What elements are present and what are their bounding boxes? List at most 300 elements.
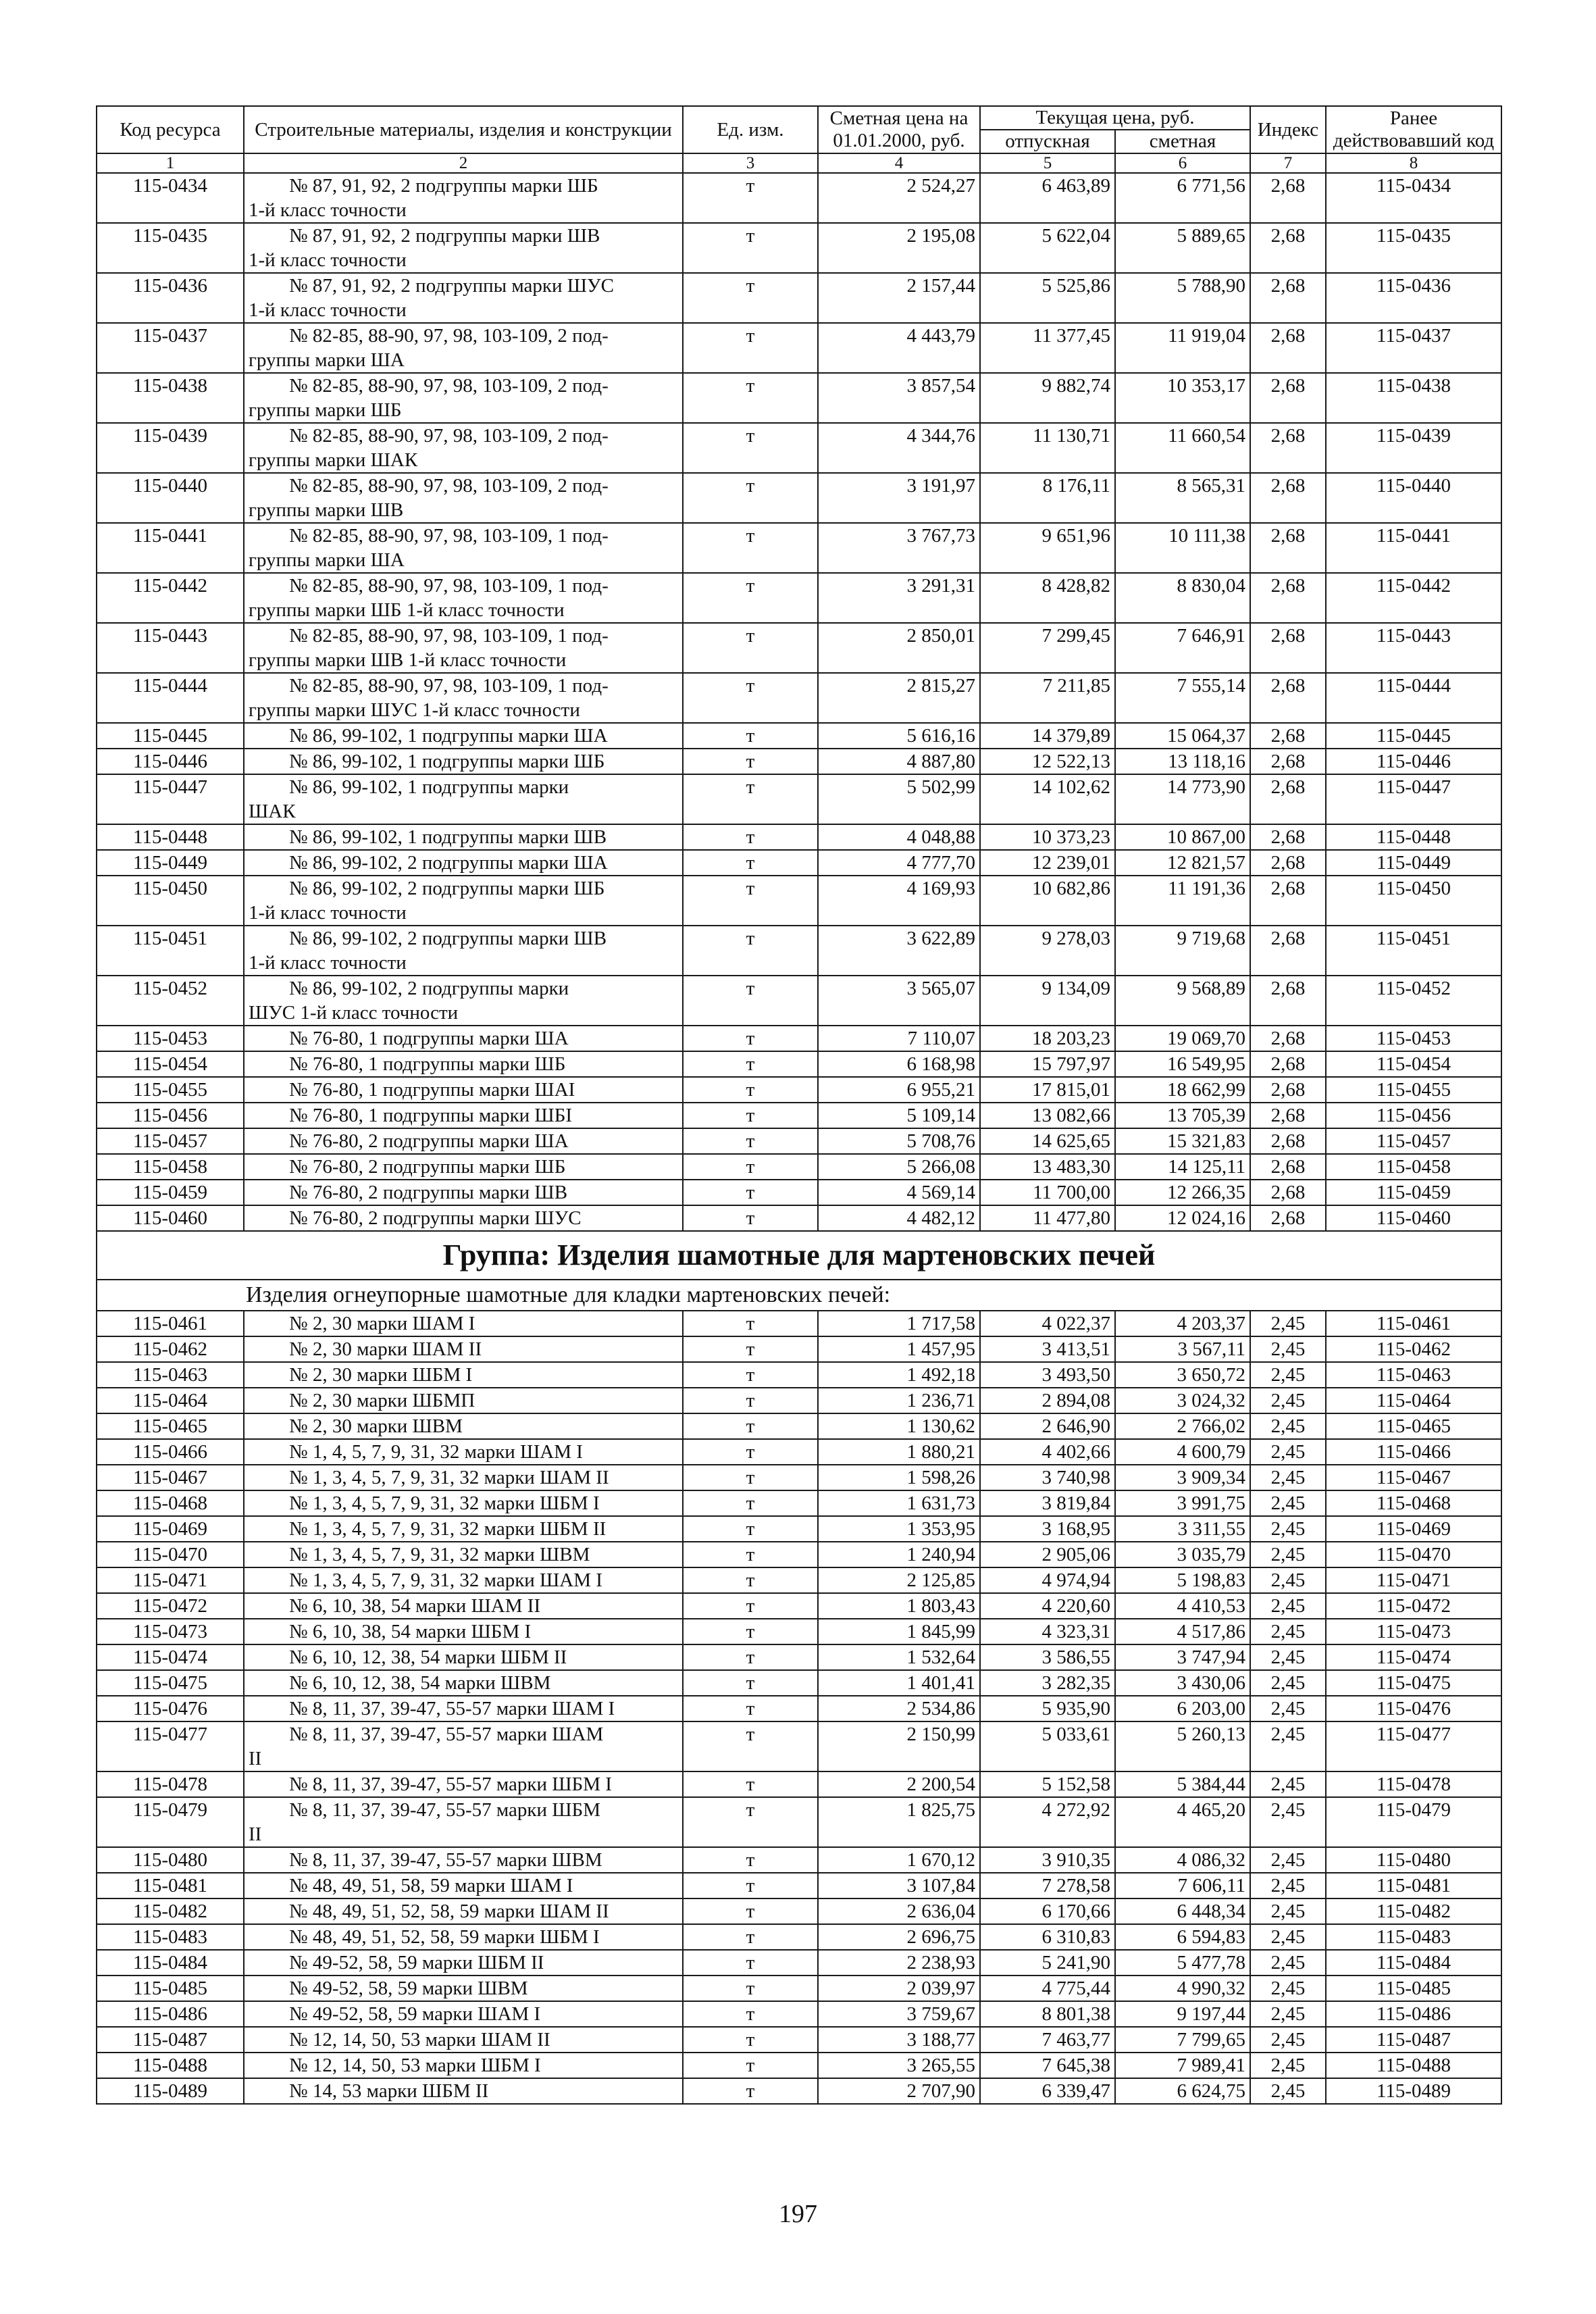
previous-code: 115-0445 [1326,723,1501,749]
unit: т [683,673,818,723]
wholesale-price: 8 801,38 [980,2001,1115,2027]
previous-code: 115-0476 [1326,1696,1501,1721]
material-name-line1: № 82-85, 88-90, 97, 98, 103-109, 2 под- [289,475,609,497]
material-name [244,1051,683,1077]
unit: т [683,323,818,373]
price-index: 2,45 [1250,1873,1326,1898]
previous-code: 115-0449 [1326,850,1501,876]
material-name [244,1797,683,1847]
resource-code: 115-0445 [97,723,244,749]
unit: т [683,1670,818,1696]
wholesale-price: 10 682,86 [980,876,1115,926]
unit: т [683,1490,818,1516]
wholesale-price: 5 241,90 [980,1950,1115,1976]
table-row [97,1205,1501,1231]
material-name [244,774,683,824]
unit: т [683,1924,818,1950]
material-name-line1: № 2, 30 марки ШВМ [289,1415,463,1437]
estimate-price: 8 830,04 [1115,573,1250,623]
previous-code: 115-0450 [1326,876,1501,926]
material-name-line1: № 82-85, 88-90, 97, 98, 103-109, 2 под- [289,425,609,447]
resource-code: 115-0470 [97,1542,244,1567]
resource-code: 115-0453 [97,1026,244,1051]
wholesale-price: 14 102,62 [980,774,1115,824]
wholesale-price: 3 910,35 [980,1847,1115,1873]
material-name [244,1898,683,1924]
wholesale-price: 10 373,23 [980,824,1115,850]
table-row [97,876,1501,926]
material-name [244,1644,683,1670]
material-name-line1: № 86, 99-102, 1 подгруппы марки ШВ [289,826,607,848]
material-name-line1: № 8, 11, 37, 39-47, 55-57 марки ШАМ [289,1724,604,1745]
material-name-line2: группы марки ШБ [249,399,402,421]
wholesale-price: 3 586,55 [980,1644,1115,1670]
unit: т [683,723,818,749]
price-index: 2,68 [1250,1154,1326,1180]
wholesale-price: 6 339,47 [980,2078,1115,2104]
estimate-price: 4 410,53 [1115,1593,1250,1619]
table-row [97,1362,1501,1388]
resource-code: 115-0468 [97,1490,244,1516]
price-index: 2,45 [1250,1311,1326,1336]
table-row [97,1103,1501,1128]
material-name-line2: 1-й класс точности [249,299,407,321]
base-price: 3 565,07 [818,976,980,1026]
previous-code: 115-0438 [1326,373,1501,423]
header-estimate: сметная [1115,130,1250,153]
resource-code: 115-0450 [97,876,244,926]
wholesale-price: 2 894,08 [980,1388,1115,1413]
wholesale-price: 7 299,45 [980,623,1115,673]
estimate-price: 3 024,32 [1115,1388,1250,1413]
header-code: Код ресурса [97,106,244,153]
wholesale-price: 8 176,11 [980,473,1115,523]
material-name-line2: 1-й класс точности [249,249,407,271]
previous-code: 115-0481 [1326,1873,1501,1898]
unit: т [683,2078,818,2104]
base-price: 3 622,89 [818,926,980,976]
table-row [97,850,1501,876]
previous-code: 115-0479 [1326,1797,1501,1847]
resource-code: 115-0466 [97,1439,244,1465]
wholesale-price: 4 272,92 [980,1797,1115,1847]
resource-code: 115-0463 [97,1362,244,1388]
previous-code: 115-0443 [1326,623,1501,673]
material-name [244,2001,683,2027]
table-body-section-a [97,173,1501,1231]
material-name-line1: № 1, 4, 5, 7, 9, 31, 32 марки ШАМ I [289,1441,583,1463]
material-name-line1: № 86, 99-102, 2 подгруппы марки ША [289,852,608,874]
price-index: 2,68 [1250,223,1326,273]
estimate-price: 9 568,89 [1115,976,1250,1026]
material-name [244,876,683,926]
unit: т [683,1696,818,1721]
material-name [244,1336,683,1362]
resource-code: 115-0482 [97,1898,244,1924]
price-index: 2,68 [1250,723,1326,749]
material-name-line2: 1-й класс точности [249,902,407,924]
previous-code: 115-0434 [1326,173,1501,223]
wholesale-price: 17 815,01 [980,1077,1115,1103]
material-name [244,926,683,976]
resource-code: 115-0476 [97,1696,244,1721]
base-price: 4 169,93 [818,876,980,926]
table-row [97,2027,1501,2053]
previous-code: 115-0488 [1326,2053,1501,2078]
material-name-line1: № 8, 11, 37, 39-47, 55-57 марки ШВМ [289,1849,602,1871]
estimate-price: 2 766,02 [1115,1413,1250,1439]
estimate-price: 4 600,79 [1115,1439,1250,1465]
column-number: 6 [1115,153,1250,173]
resource-code: 115-0440 [97,473,244,523]
base-price: 1 457,95 [818,1336,980,1362]
resource-code: 115-0483 [97,1924,244,1950]
base-price: 1 803,43 [818,1593,980,1619]
wholesale-price: 6 310,83 [980,1924,1115,1950]
table-row [97,749,1501,774]
wholesale-price: 9 134,09 [980,976,1115,1026]
base-price: 1 825,75 [818,1797,980,1847]
material-name-line1: № 86, 99-102, 2 подгруппы марки ШБ [289,878,605,899]
resource-code: 115-0439 [97,423,244,473]
unit: т [683,423,818,473]
material-name-line1: № 6, 10, 12, 38, 54 марки ШБМ II [289,1646,567,1668]
estimate-price: 5 889,65 [1115,223,1250,273]
unit: т [683,2001,818,2027]
material-name-line1: № 82-85, 88-90, 97, 98, 103-109, 2 под- [289,325,609,347]
previous-code: 115-0473 [1326,1619,1501,1644]
base-price: 4 443,79 [818,323,980,373]
unit: т [683,1465,818,1490]
material-name-line2: II [249,1748,262,1769]
base-price: 3 107,84 [818,1873,980,1898]
table-row [97,1413,1501,1439]
base-price: 2 850,01 [818,623,980,673]
material-name-line1: № 2, 30 марки ШБМ I [289,1364,473,1386]
price-index: 2,45 [1250,1797,1326,1847]
estimate-price: 10 353,17 [1115,373,1250,423]
previous-code: 115-0483 [1326,1924,1501,1950]
material-name [244,1465,683,1490]
previous-code: 115-0460 [1326,1205,1501,1231]
unit: т [683,1026,818,1051]
wholesale-price: 14 625,65 [980,1128,1115,1154]
material-name [244,2027,683,2053]
previous-code: 115-0480 [1326,1847,1501,1873]
material-name-line2: II [249,1823,262,1845]
base-price: 2 524,27 [818,173,980,223]
base-price: 4 887,80 [818,749,980,774]
price-index: 2,68 [1250,926,1326,976]
price-index: 2,45 [1250,2053,1326,2078]
resource-code: 115-0438 [97,373,244,423]
resource-code: 115-0442 [97,573,244,623]
price-index: 2,68 [1250,1051,1326,1077]
unit: т [683,774,818,824]
price-index: 2,45 [1250,1567,1326,1593]
previous-code: 115-0469 [1326,1516,1501,1542]
price-index: 2,45 [1250,1336,1326,1362]
table-row [97,1154,1501,1180]
estimate-price: 3 430,06 [1115,1670,1250,1696]
resource-code: 115-0460 [97,1205,244,1231]
table-header [97,106,1501,173]
table-row [97,976,1501,1026]
resource-code: 115-0464 [97,1388,244,1413]
previous-code: 115-0442 [1326,573,1501,623]
material-name-line2: ШУС 1-й класс точности [249,1002,459,1024]
price-index: 2,68 [1250,623,1326,673]
estimate-price: 4 203,37 [1115,1311,1250,1336]
resource-code: 115-0474 [97,1644,244,1670]
unit: т [683,373,818,423]
material-name-line1: № 86, 99-102, 1 подгруппы марки ШБ [289,751,605,772]
table-row [97,2001,1501,2027]
material-name-line1: № 8, 11, 37, 39-47, 55-57 марки ШБМ I [289,1774,612,1795]
base-price: 3 759,67 [818,2001,980,2027]
material-name-line1: № 2, 30 марки ШАМ I [289,1313,475,1334]
group-title: Группа: Изделия шамотные для мартеновских печей [97,1231,1501,1280]
material-name [244,1516,683,1542]
base-price: 2 815,27 [818,673,980,723]
wholesale-price: 12 239,01 [980,850,1115,876]
previous-code: 115-0486 [1326,2001,1501,2027]
material-name [244,473,683,523]
material-name [244,2053,683,2078]
base-price: 1 598,26 [818,1465,980,1490]
material-name-line1: № 76-80, 2 подгруппы марки ШУС [289,1207,582,1229]
table-row [97,423,1501,473]
material-name-line2: 1-й класс точности [249,952,407,974]
resource-code: 115-0481 [97,1873,244,1898]
price-index: 2,45 [1250,1619,1326,1644]
resource-code: 115-0479 [97,1797,244,1847]
table-row [97,323,1501,373]
table-row [97,1180,1501,1205]
page-number: 197 [779,2200,817,2228]
price-index: 2,68 [1250,749,1326,774]
wholesale-price: 3 282,35 [980,1670,1115,1696]
material-name-line1: № 48, 49, 51, 58, 59 марки ШАМ I [289,1875,573,1896]
unit: т [683,1516,818,1542]
resource-code: 115-0449 [97,850,244,876]
base-price: 3 265,55 [818,2053,980,2078]
wholesale-price: 9 278,03 [980,926,1115,976]
wholesale-price: 7 645,38 [980,2053,1115,2078]
wholesale-price: 11 700,00 [980,1180,1115,1205]
material-name [244,723,683,749]
material-name [244,1154,683,1180]
estimate-price: 11 660,54 [1115,423,1250,473]
base-price: 1 670,12 [818,1847,980,1873]
estimate-price: 6 771,56 [1115,173,1250,223]
unit: т [683,573,818,623]
previous-code: 115-0465 [1326,1413,1501,1439]
resource-code: 115-0451 [97,926,244,976]
estimate-price: 19 069,70 [1115,1026,1250,1051]
price-index: 2,45 [1250,1696,1326,1721]
wholesale-price: 5 935,90 [980,1696,1115,1721]
unit: т [683,623,818,673]
previous-code: 115-0455 [1326,1077,1501,1103]
material-name-line1: № 2, 30 марки ШБМП [289,1390,475,1411]
estimate-price: 11 919,04 [1115,323,1250,373]
estimate-price: 5 198,83 [1115,1567,1250,1593]
price-index: 2,68 [1250,473,1326,523]
wholesale-price: 13 483,30 [980,1154,1115,1180]
material-name-line1: № 76-80, 2 подгруппы марки ША [289,1130,569,1152]
wholesale-price: 4 402,66 [980,1439,1115,1465]
unit: т [683,1180,818,1205]
wholesale-price: 4 974,94 [980,1567,1115,1593]
wholesale-price: 4 220,60 [980,1593,1115,1619]
table-row [97,1026,1501,1051]
price-index: 2,68 [1250,523,1326,573]
previous-code: 115-0464 [1326,1388,1501,1413]
price-index: 2,45 [1250,2078,1326,2104]
table-row [97,1490,1501,1516]
material-name-line1: № 12, 14, 50, 53 марки ШБМ I [289,2055,541,2076]
price-index: 2,45 [1250,1439,1326,1465]
previous-code: 115-0462 [1326,1336,1501,1362]
material-name [244,673,683,723]
unit: т [683,223,818,273]
material-name-line1: № 76-80, 1 подгруппы марки ШБI [289,1105,572,1126]
material-name-line1: № 14, 53 марки ШБМ II [289,2080,489,2102]
estimate-price: 12 024,16 [1115,1205,1250,1231]
material-name-line1: № 87, 91, 92, 2 подгруппы марки ШУС [289,275,614,297]
resource-code: 115-0444 [97,673,244,723]
base-price: 1 236,71 [818,1388,980,1413]
material-name-line1: № 6, 10, 12, 38, 54 марки ШВМ [289,1672,551,1694]
material-name [244,976,683,1026]
unit: т [683,1873,818,1898]
column-number: 7 [1250,153,1326,173]
table-row [97,473,1501,523]
material-name [244,1696,683,1721]
base-price: 2 039,97 [818,1976,980,2001]
price-index: 2,45 [1250,1490,1326,1516]
resource-code: 115-0456 [97,1103,244,1128]
column-number: 8 [1326,153,1501,173]
wholesale-price: 3 819,84 [980,1490,1115,1516]
table-row [97,223,1501,273]
material-name [244,173,683,223]
estimate-price: 3 650,72 [1115,1362,1250,1388]
material-name-line1: № 1, 3, 4, 5, 7, 9, 31, 32 марки ШВМ [289,1544,590,1565]
previous-code: 115-0457 [1326,1128,1501,1154]
material-name [244,1362,683,1388]
column-number: 3 [683,153,818,173]
base-price: 1 240,94 [818,1542,980,1567]
previous-code: 115-0461 [1326,1311,1501,1336]
estimate-price: 10 867,00 [1115,824,1250,850]
unit: т [683,1205,818,1231]
previous-code: 115-0454 [1326,1051,1501,1077]
base-price: 6 168,98 [818,1051,980,1077]
base-price: 4 569,14 [818,1180,980,1205]
base-price: 6 955,21 [818,1077,980,1103]
resource-code: 115-0485 [97,1976,244,2001]
estimate-price: 16 549,95 [1115,1051,1250,1077]
table-row [97,1128,1501,1154]
unit: т [683,273,818,323]
previous-code: 115-0466 [1326,1439,1501,1465]
price-index: 2,68 [1250,1077,1326,1103]
base-price: 2 150,99 [818,1721,980,1771]
material-name [244,1103,683,1128]
material-name-line2: группы марки ШБ 1-й класс точности [249,599,565,621]
header-base-price: Сметная цена на 01.01.2000, руб. [818,106,980,153]
unit: т [683,1771,818,1797]
material-name-line1: № 86, 99-102, 2 подгруппы марки ШВ [289,928,607,949]
resource-code: 115-0434 [97,173,244,223]
base-price: 5 266,08 [818,1154,980,1180]
material-name-line1: № 76-80, 1 подгруппы марки ША [289,1028,569,1049]
price-index: 2,45 [1250,1721,1326,1771]
wholesale-price: 11 477,80 [980,1205,1115,1231]
base-price: 4 048,88 [818,824,980,850]
wholesale-price: 5 152,58 [980,1771,1115,1797]
resource-code: 115-0448 [97,824,244,850]
unit: т [683,1976,818,2001]
wholesale-price: 7 211,85 [980,673,1115,723]
wholesale-price: 4 022,37 [980,1311,1115,1336]
material-name [244,1670,683,1696]
resource-code: 115-0472 [97,1593,244,1619]
previous-code: 115-0459 [1326,1180,1501,1205]
estimate-price: 7 555,14 [1115,673,1250,723]
table-row [97,1542,1501,1567]
price-index: 2,68 [1250,423,1326,473]
material-name [244,749,683,774]
previous-code: 115-0444 [1326,673,1501,723]
material-name-line2: группы марки ША [249,349,405,371]
material-name [244,323,683,373]
wholesale-price: 9 651,96 [980,523,1115,573]
material-name-line1: № 49-52, 58, 59 марки ШБМ II [289,1952,544,1973]
material-name [244,1413,683,1439]
previous-code: 115-0451 [1326,926,1501,976]
material-name [244,1873,683,1898]
material-name-line1: № 49-52, 58, 59 марки ШАМ I [289,2003,541,2025]
base-price: 2 707,90 [818,2078,980,2104]
material-name-line2: 1-й класс точности [249,199,407,221]
previous-code: 115-0447 [1326,774,1501,824]
material-name [244,1128,683,1154]
table-row [97,824,1501,850]
unit: т [683,1311,818,1336]
previous-code: 115-0446 [1326,749,1501,774]
price-index: 2,45 [1250,1898,1326,1924]
previous-code: 115-0441 [1326,523,1501,573]
group-section [97,1231,1501,1311]
estimate-price: 4 517,86 [1115,1619,1250,1644]
previous-code: 115-0437 [1326,323,1501,373]
wholesale-price: 9 882,74 [980,373,1115,423]
table-row [97,2078,1501,2104]
resource-code: 115-0469 [97,1516,244,1542]
column-number: 1 [97,153,244,173]
material-name-line1: № 49-52, 58, 59 марки ШВМ [289,1978,528,1999]
table-row [97,1797,1501,1847]
resource-code: 115-0486 [97,2001,244,2027]
previous-code: 115-0482 [1326,1898,1501,1924]
material-name [244,1439,683,1465]
estimate-price: 15 064,37 [1115,723,1250,749]
table-row [97,1847,1501,1873]
estimate-price: 3 991,75 [1115,1490,1250,1516]
